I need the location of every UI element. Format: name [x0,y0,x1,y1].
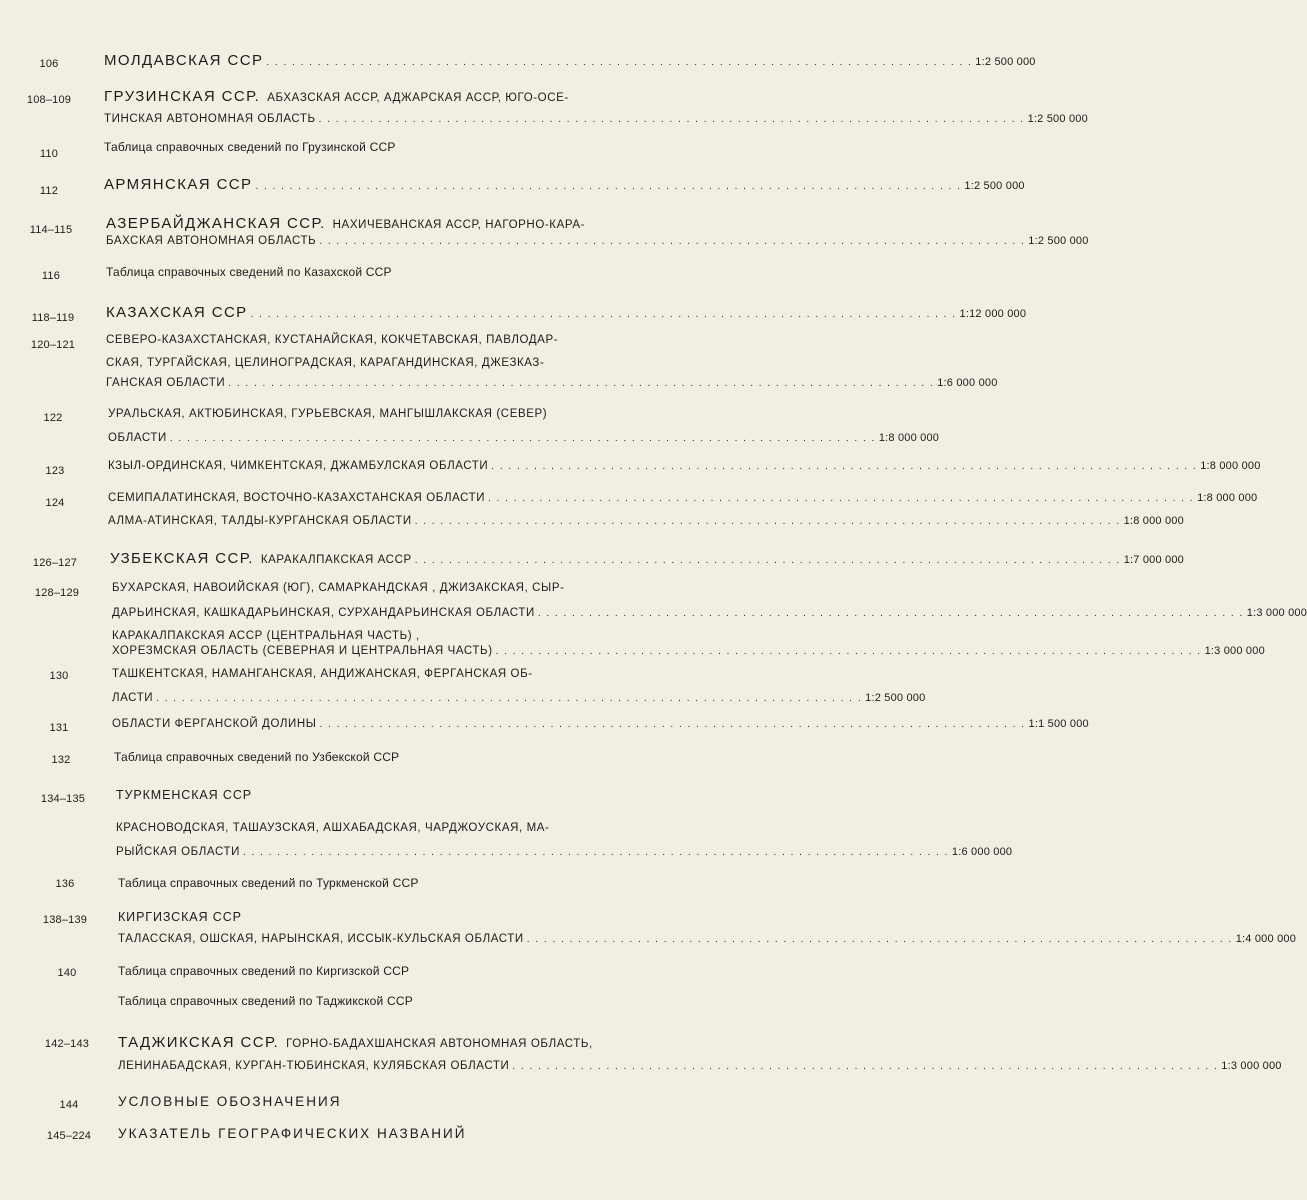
region-subtitle: АЛМА-АТИНСКАЯ, ТАЛДЫ-КУРГАНСКАЯ ОБЛАСТИ [108,515,412,527]
entry-line [104,140,396,154]
entry-line [118,1126,466,1141]
page-number: 140 [57,967,77,979]
region-subtitle: УРАЛЬСКАЯ, АКТЮБИНСКАЯ, ГУРЬЕВСКАЯ, МАНГЫШЛАКСКАЯ (СЕВЕР) [108,408,548,420]
entry-line [112,718,1089,730]
entry-line [110,550,1184,567]
region-subtitle: ДАРЬИНСКАЯ, КАШКАДАРЬИНСКАЯ, СУРХАНДАРЬИНСКАЯ ОБЛАСТИ [112,607,535,619]
entry-line [106,265,392,279]
region-title: ТАДЖИКСКАЯ ССР. [118,1034,280,1051]
entry-line [108,492,1258,504]
entry-line [118,964,409,978]
entry-line [118,910,242,924]
map-scale: 1:3 000 000 [1246,607,1307,619]
region-subtitle: КЗЫЛ-ОРДИНСКАЯ, ЧИМКЕНТСКАЯ, ДЖАМБУЛСКАЯ ОБЛАСТИ [108,460,489,472]
region-subtitle: ГОРНО-БАДАХШАНСКАЯ АВТОНОМНАЯ ОБЛАСТЬ, [286,1038,593,1050]
entry-line [106,304,1027,321]
region-subtitle: КАРАКАЛПАКСКАЯ АССР (ЦЕНТРАЛЬНАЯ ЧАСТЬ) , [112,630,420,642]
entry-line [104,176,1025,193]
entry-line [108,408,547,420]
map-scale: 1:8 000 000 [1200,460,1261,472]
entry-line [118,1094,341,1109]
page-number: 118–119 [31,312,75,324]
region-subtitle: КАРАКАЛПАКСКАЯ АССР [260,554,412,566]
reference-table-title: Таблица справочных сведений по Узбекской ССР [114,750,400,764]
dot-leader: . . . . . . . . . . . . . . . . . . . . . . . . . . . . . . . . . . . . . . . . . . . . . . . . . . . . . . . . . . . . . . . . . . . . . . . . . . . . . . . . . . . [318,114,1025,125]
region-subtitle: ГАНСКАЯ ОБЛАСТИ [106,377,226,389]
region-subtitle: ТИНСКАЯ АВТОНОМНАЯ ОБЛАСТЬ [104,113,316,125]
map-scale: 1:3 000 000 [1204,645,1265,657]
entry-line [118,994,413,1008]
entry-line [108,432,940,444]
map-scale: 1:7 000 000 [1123,554,1184,566]
page-number: 136 [55,878,75,890]
region-subtitle: БУХАРСКАЯ, НАВОИЙСКАЯ (ЮГ), САМАРКАНДСКАЯ , ДЖИЗАКСКАЯ, СЫР- [112,582,565,594]
region-title: УЗБЕКСКАЯ ССР. [110,550,254,567]
entry-line [114,750,399,764]
page-number: 132 [51,754,71,766]
entry-line [108,460,1261,472]
dot-leader: . . . . . . . . . . . . . . . . . . . . . . . . . . . . . . . . . . . . . . . . . . . . . . . . . . . . . . . . . . . . . . . . . . . . . . . . . . . . . . . . . . . [414,555,1121,566]
dot-leader: . . . . . . . . . . . . . . . . . . . . . . . . . . . . . . . . . . . . . . . . . . . . . . . . . . . . . . . . . . . . . . . . . . . . . . . . . . . . . . . . . . . [319,236,1026,247]
entry-line [116,846,1013,858]
dot-leader: . . . . . . . . . . . . . . . . . . . . . . . . . . . . . . . . . . . . . . . . . . . . . . . . . . . . . . . . . . . . . . . . . . . . . . . . . . . . . . . . . . . [250,309,957,320]
entry-line [112,630,420,642]
region-subtitle: ТАЛАССКАЯ, ОШСКАЯ, НАРЫНСКАЯ, ИССЫК-КУЛЬСКАЯ ОБЛАСТИ [118,933,524,945]
region-subtitle: ЛЕНИНАБАДСКАЯ, КУРГАН-ТЮБИНСКАЯ, КУЛЯБСКАЯ ОБЛАСТИ [118,1060,510,1072]
entry-line [106,334,558,346]
page-number: 120–121 [30,339,76,351]
region-title: МОЛДАВСКАЯ ССР [104,52,264,69]
entry-line [116,788,252,802]
dot-leader: . . . . . . . . . . . . . . . . . . . . . . . . . . . . . . . . . . . . . . . . . . . . . . . . . . . . . . . . . . . . . . . . . . . . . . . . . . . . . . . . . . . [495,646,1202,657]
page-number: 145–224 [46,1130,92,1142]
entry-line [116,822,549,834]
region-title: ТУРКМЕНСКАЯ ССР [116,788,253,802]
map-scale: 1:8 000 000 [1197,492,1258,504]
dot-leader: . . . . . . . . . . . . . . . . . . . . . . . . . . . . . . . . . . . . . . . . . . . . . . . . . . . . . . . . . . . . . . . . . . . . . . . . . . . . . . . . . . . [414,516,1121,527]
map-scale: 1:6 000 000 [937,377,998,389]
dot-leader: . . . . . . . . . . . . . . . . . . . . . . . . . . . . . . . . . . . . . . . . . . . . . . . . . . . . . . . . . . . . . . . . . . . . . . . . . . . . . . . . . . . [266,57,973,68]
dot-leader: . . . . . . . . . . . . . . . . . . . . . . . . . . . . . . . . . . . . . . . . . . . . . . . . . . . . . . . . . . . . . . . . . . . . . . . . . . . . . . . . . . . [537,608,1244,619]
page-number: 123 [45,465,65,477]
entry-line [112,668,533,680]
map-scale: 1:1 500 000 [1028,718,1089,730]
region-title: АРМЯНСКАЯ ССР [104,176,253,193]
entry-line [112,582,565,594]
dot-leader: . . . . . . . . . . . . . . . . . . . . . . . . . . . . . . . . . . . . . . . . . . . . . . . . . . . . . . . . . . . . . . . . . . . . . . . . . . . . . . . . . . . [242,847,949,858]
entry-line [104,113,1088,125]
region-subtitle: АБХАЗСКАЯ АССР, АДЖАРСКАЯ АССР, ЮГО-ОСЕ- [267,92,569,104]
dot-leader: . . . . . . . . . . . . . . . . . . . . . . . . . . . . . . . . . . . . . . . . . . . . . . . . . . . . . . . . . . . . . . . . . . . . . . . . . . . . . . . . . . . [228,378,935,389]
section-title: УКАЗАТЕЛЬ ГЕОГРАФИЧЕСКИХ НАЗВАНИЙ [118,1126,467,1141]
section-title: УСЛОВНЫЕ ОБОЗНАЧЕНИЯ [118,1094,342,1109]
page-number: 114–115 [29,224,73,236]
page-number: 116 [41,270,61,282]
page-number: 131 [49,722,69,734]
map-scale: 1:2 500 000 [964,180,1025,192]
region-subtitle: ЛАСТИ [112,692,154,704]
page-number: 126–127 [32,557,78,569]
dot-leader: . . . . . . . . . . . . . . . . . . . . . . . . . . . . . . . . . . . . . . . . . . . . . . . . . . . . . . . . . . . . . . . . . . . . . . . . . . . . . . . . . . . [526,934,1233,945]
page-number: 130 [49,670,69,682]
page-number: 128–129 [34,587,80,599]
entry-line [112,645,1265,657]
region-title: КАЗАХСКАЯ ССР [106,304,248,321]
page-number: 142–143 [44,1038,90,1050]
region-subtitle: КРАСНОВОДСКАЯ, ТАШАУЗСКАЯ, АШХАБАДСКАЯ, ЧАРДЖОУСКАЯ, МА- [116,822,550,834]
reference-table-title: Таблица справочных сведений по Туркменской ССР [118,876,419,890]
map-scale: 1:8 000 000 [878,432,940,444]
page-number: 138–139 [42,914,88,926]
map-scale: 1:6 000 000 [951,846,1013,858]
reference-table-title: Таблица справочных сведений по Киргизской ССР [118,964,410,978]
reference-table-title: Таблица справочных сведений по Грузинской ССР [104,140,396,154]
entry-line [108,515,1184,527]
map-scale: 1:2 500 000 [865,692,926,704]
map-scale: 1:2 500 000 [1028,235,1089,247]
dot-leader: . . . . . . . . . . . . . . . . . . . . . . . . . . . . . . . . . . . . . . . . . . . . . . . . . . . . . . . . . . . . . . . . . . . . . . . . . . . . . . . . . . . [319,719,1026,730]
entry-line [118,1034,593,1051]
page-number: 110 [39,148,59,160]
region-subtitle: НАХИЧЕВАНСКАЯ АССР, НАГОРНО-КАРА- [332,219,586,231]
entry-line [106,377,998,389]
entry-line [104,88,569,105]
region-subtitle: СЕВЕРО-КАЗАХСТАНСКАЯ, КУСТАНАЙСКАЯ, КОКЧЕТАВСКАЯ, ПАВЛОДАР- [106,334,559,346]
page-number: 122 [43,412,63,424]
reference-table-title: Таблица справочных сведений по Казахской ССР [106,265,392,279]
page-number: 144 [59,1099,79,1111]
region-title: КИРГИЗСКАЯ ССР [118,910,242,924]
dot-leader: . . . . . . . . . . . . . . . . . . . . . . . . . . . . . . . . . . . . . . . . . . . . . . . . . . . . . . . . . . . . . . . . . . . . . . . . . . . . . . . . . . . [512,1061,1219,1072]
region-subtitle: ХОРЕЗМСКАЯ ОБЛАСТЬ (СЕВЕРНАЯ И ЦЕНТРАЛЬНАЯ ЧАСТЬ) [112,645,493,657]
region-title: АЗЕРБАЙДЖАНСКАЯ ССР. [106,215,326,232]
map-scale: 1:4 000 000 [1235,933,1297,945]
region-title: ГРУЗИНСКАЯ ССР. [104,88,261,105]
dot-leader: . . . . . . . . . . . . . . . . . . . . . . . . . . . . . . . . . . . . . . . . . . . . . . . . . . . . . . . . . . . . . . . . . . . . . . . . . . . . . . . . . . . [491,461,1198,472]
dot-leader: . . . . . . . . . . . . . . . . . . . . . . . . . . . . . . . . . . . . . . . . . . . . . . . . . . . . . . . . . . . . . . . . . . . . . . . . . . . . . . . . . . . [488,493,1195,504]
dot-leader: . . . . . . . . . . . . . . . . . . . . . . . . . . . . . . . . . . . . . . . . . . . . . . . . . . . . . . . . . . . . . . . . . . . . . . . . . . . . . . . . . . . [156,693,863,704]
dot-leader: . . . . . . . . . . . . . . . . . . . . . . . . . . . . . . . . . . . . . . . . . . . . . . . . . . . . . . . . . . . . . . . . . . . . . . . . . . . . . . . . . . . [255,181,962,192]
page-number: 108–109 [26,94,72,106]
region-subtitle: ОБЛАСТИ ФЕРГАНСКОЙ ДОЛИНЫ [112,718,317,730]
map-scale: 1:2 500 000 [975,56,1036,68]
region-subtitle: РЫЙСКАЯ ОБЛАСТИ [116,846,240,858]
entry-line [118,876,419,890]
map-scale: 1:2 500 000 [1027,113,1088,125]
page-number: 124 [45,497,65,509]
entry-line [112,607,1307,619]
entry-line [106,215,585,232]
entry-line [104,52,1036,69]
entry-line [112,692,926,704]
entry-line [106,235,1089,247]
dot-leader: . . . . . . . . . . . . . . . . . . . . . . . . . . . . . . . . . . . . . . . . . . . . . . . . . . . . . . . . . . . . . . . . . . . . . . . . . . . . . . . . . . . [169,433,876,444]
map-scale: 1:12 000 000 [959,308,1027,320]
region-subtitle: СКАЯ, ТУРГАЙСКАЯ, ЦЕЛИНОГРАДСКАЯ, КАРАГАНДИНСКАЯ, ДЖЕЗКАЗ- [106,357,545,369]
region-subtitle: ТАШКЕНТСКАЯ, НАМАНГАНСКАЯ, АНДИЖАНСКАЯ, ФЕРГАНСКАЯ ОБ- [112,668,533,680]
entry-line [106,357,544,369]
map-scale: 1:8 000 000 [1123,515,1184,527]
region-subtitle: СЕМИПАЛАТИНСКАЯ, ВОСТОЧНО-КАЗАХСТАНСКАЯ ОБЛАСТИ [108,492,486,504]
region-subtitle: БАХСКАЯ АВТОНОМНАЯ ОБЛАСТЬ [106,235,317,247]
region-subtitle: ОБЛАСТИ [108,432,167,444]
reference-table-title: Таблица справочных сведений по Таджикской ССР [118,994,413,1008]
page-number: 134–135 [40,793,86,805]
entry-line [118,933,1297,945]
map-scale: 1:3 000 000 [1221,1060,1282,1072]
page-number: 112 [39,185,59,197]
entry-line [118,1060,1282,1072]
page-number: 106 [39,58,59,70]
